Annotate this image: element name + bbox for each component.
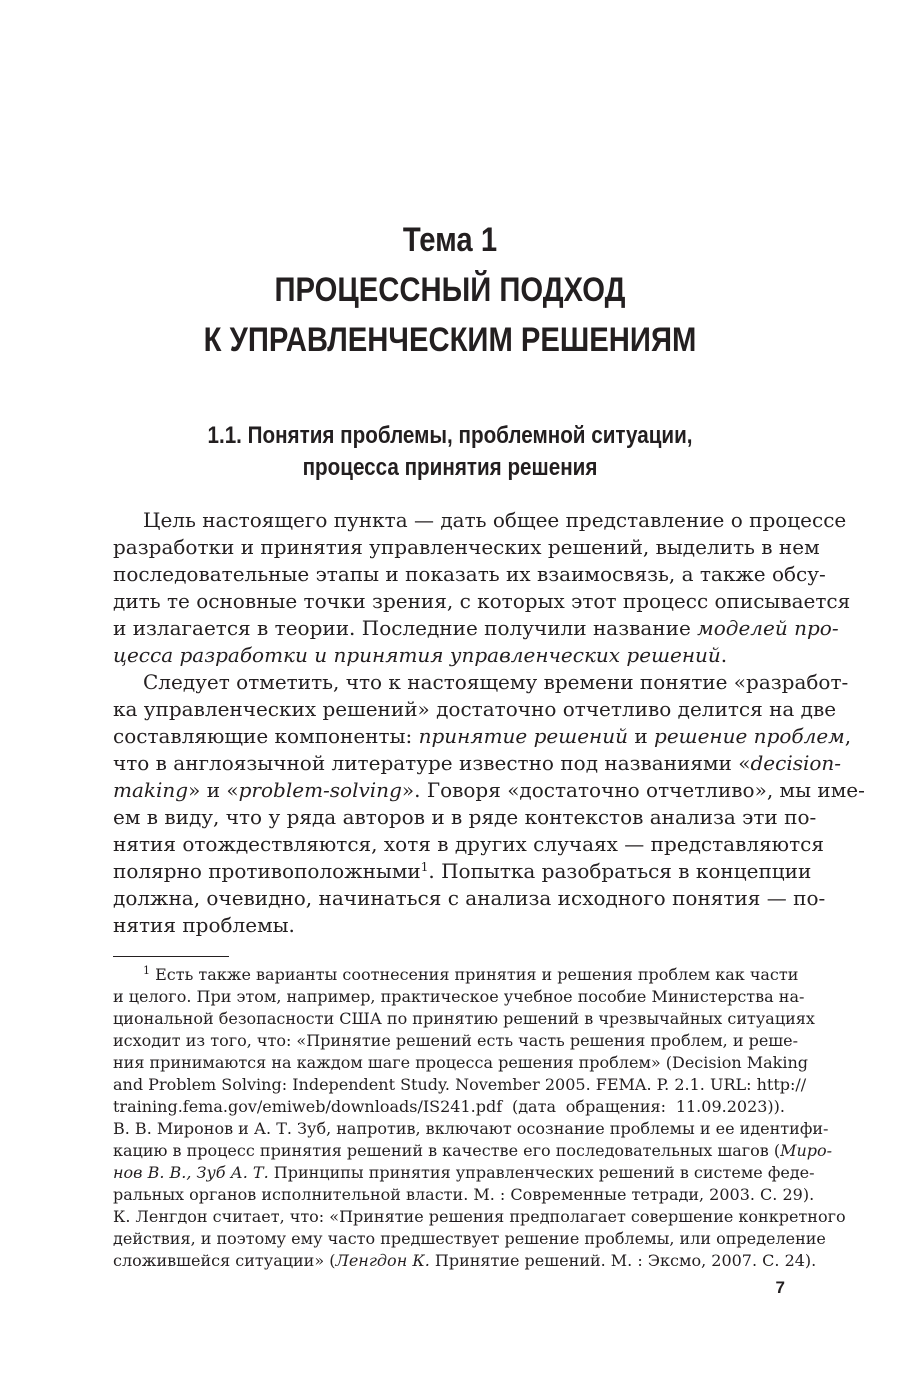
footnote-line: ральных органов исполнительной власти. М. : Современные тетради, 2003. С. 29). [113,1185,815,1204]
italic-term: решение проблем [654,724,845,748]
paragraph-line: Цель настоящего пункта — дать общее представление о процессе [143,508,847,532]
paragraph-line: дить те основные точки зрения, с которых этот процесс описывается [113,589,851,613]
section-title-line-1: 1.1. Понятия проблемы, проблемной ситуации, [207,422,693,449]
italic-term: problem-solving [238,778,402,802]
footnote-line [113,1251,817,1270]
italic-term: моделей про- [697,616,839,640]
paragraph-line: нятия проблемы. [113,913,295,937]
chapter-title-line-1: ПРОЦЕССНЫЙ ПОДХОД [274,271,626,309]
text-run: Есть также варианты соотнесения принятия и решения проблем как части [150,965,799,984]
paragraph-line [113,616,839,640]
text-run: . Попытка разобраться в концепции [428,859,812,883]
paragraph-line: разработки и принятия управленческих решений, выделить в нем [113,535,820,559]
paragraph-line: ка управленческих решений» достаточно отчетливо делится на две [113,697,837,721]
paragraph-line: последовательные этапы и показать их взаимосвязь, а также обсу- [113,562,826,586]
footnote-line: and Problem Solving: Independent Study. November 2005. FEMA. P. 2.1. URL: http:// [113,1075,807,1094]
text-run: ». Говоря «достаточно отчетливо», мы име- [401,778,865,802]
italic-author: Ленгдон К. [335,1251,430,1270]
text-run: сложившейся ситуации» ( [113,1251,336,1270]
text-run: что в англоязычной литературе известно под названиями « [113,751,751,775]
paragraph-line [113,751,842,775]
paragraph-line: должна, очевидно, начинаться с анализа исходного понятия — по- [113,886,826,910]
text-run: Принципы принятия управленческих решений в системе феде- [268,1163,815,1182]
paragraph-line [113,643,785,667]
footnote-line [113,1141,833,1160]
paragraph-line: ем в виду, что у ряда авторов и в ряде контекстов анализа эти по- [113,805,817,829]
footnote-separator [113,956,229,957]
footnote-line [143,964,799,984]
section-title-line-2: процесса принятия решения [302,454,598,481]
text-run: кацию в процесс принятия решений в качестве его последовательных шагов ( [113,1141,781,1160]
footnote-line: исходит из того, что: «Принятие решений есть часть решения проблем, и реше- [113,1031,799,1050]
footnote-line: training.fema.gov/emiweb/downloads/IS241.pdf (дата обращения: 11.09.2023)). [113,1097,785,1116]
footnote-line: циональной безопасности США по принятию решений в чрезвычайных ситуациях [113,1009,815,1028]
footnote-line: и целого. При этом, например, практическое учебное пособие Министерства на- [113,987,805,1006]
footnote-line: К. Ленгдон считает, что: «Принятие решения предполагает совершение конкретного [113,1207,846,1226]
chapter-title-line-2: К УПРАВЛЕНЧЕСКИМ РЕШЕНИЯМ [203,321,697,359]
italic-term: принятие решений [418,724,628,748]
footnote-marker: 1 [143,964,150,977]
paragraph-line [113,859,812,883]
italic-term: making [113,778,189,802]
footnote-line: ния принимаются на каждом шаге процесса решения проблем» (Decision Making [113,1053,809,1072]
paragraph-line [113,778,865,802]
italic-term: decision- [750,751,842,775]
page-number: 7 [775,1278,785,1297]
italic-author: нов В. В., Зуб А. Т. [113,1163,269,1182]
footnote-line [113,1163,815,1182]
text-run: полярно противоположными [113,859,421,883]
text-run: . [720,643,728,667]
text-run: и [627,724,655,748]
text-run: и излагается в теории. Последние получили название [113,616,698,640]
italic-term: цесса разработки и принятия управленческих решений [113,643,721,667]
paragraph-line: Следует отметить, что к настоящему времени понятие «разработ- [143,670,849,694]
paragraph-line [113,724,852,748]
text-run: Принятие решений. М. : Эксмо, 2007. С. 24). [429,1251,817,1270]
text-run: , [844,724,852,748]
footnote-reference[interactable]: 1 [420,860,429,874]
paragraph-line: нятия отождествляются, хотя в других случаях — представляются [113,832,824,856]
text-run: составляющие компоненты: [113,724,419,748]
italic-author: Миро- [780,1141,833,1160]
footnote-line: действия, и поэтому ему часто предшествует решение проблемы, или определение [113,1229,826,1248]
footnote-line: В. В. Миронов и А. Т. Зуб, напротив, включают осознание проблемы и ее идентифи- [113,1119,829,1138]
chapter-topic: Тема 1 [402,221,498,259]
text-run: » и « [188,778,239,802]
